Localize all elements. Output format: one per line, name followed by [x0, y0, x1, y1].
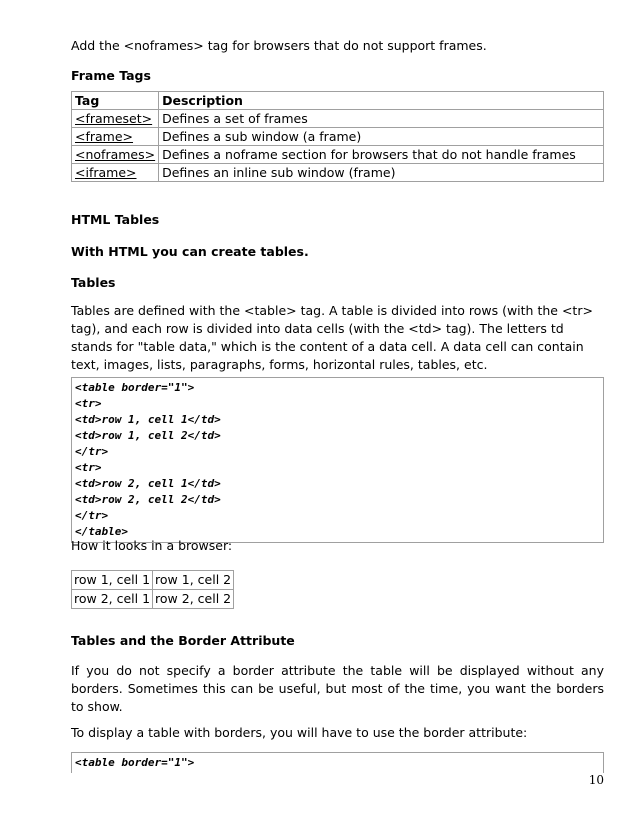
table-row [72, 110, 604, 128]
border-paragraph: If you do not specify a border attribute the table will be displayed without any borders. Sometimes this can be useful, but most of the time, you want the borders to show. [71, 663, 604, 714]
code-line: <table border="1"> [75, 381, 195, 394]
intro-text: Add the <noframes> tag for browsers that do not support frames. [71, 38, 487, 53]
tag-link-frameset[interactable]: <frameset> [72, 110, 159, 128]
tag-description: Defines an inline sub window (frame) [159, 164, 604, 182]
code-line: </tr> [75, 445, 109, 458]
tag-link-frame[interactable]: <frame> [72, 128, 159, 146]
header-tag: Tag [72, 92, 159, 110]
border-paragraph-2: To display a table with borders, you will have to use the border attribute: [71, 725, 528, 740]
code-line: <table border="1"> [75, 756, 195, 769]
tag-description: Defines a noframe section for browsers that do not handle frames [159, 146, 604, 164]
code-example-box [71, 377, 604, 543]
tag-link-iframe[interactable]: <iframe> [72, 164, 159, 182]
table-row [72, 128, 604, 146]
header-description: Description [159, 92, 604, 110]
tag-description: Defines a sub window (a frame) [159, 128, 604, 146]
code-line: <tr> [75, 461, 102, 474]
code-line: <td>row 1, cell 2</td> [75, 429, 221, 442]
tag-link-noframes[interactable]: <noframes> [72, 146, 159, 164]
tables-paragraph: Tables are defined with the <table> tag. A table is divided into rows (with the <tr> tag), and each row is divided into data cells (with the <td> tag). The letters td stands for "table data," which is the content of a data cell. A data cell can contain text, images, lists, paragraphs, forms, horizontal rules, tables, etc. [71, 303, 593, 372]
browser-demo-table [71, 570, 234, 609]
code-line: </tr> [75, 509, 109, 522]
code-line: </table> [75, 525, 128, 538]
code-line: <td>row 2, cell 2</td> [75, 493, 221, 506]
frame-tags-heading: Frame Tags [71, 68, 151, 83]
browser-label: How it looks in a browser: [71, 538, 233, 553]
code-line: <td>row 1, cell 1</td> [75, 413, 221, 426]
demo-cell: row 2, cell 2 [153, 590, 234, 609]
frame-tags-table [71, 91, 604, 182]
table-row [72, 571, 234, 590]
table-row [72, 590, 234, 609]
tag-description: Defines a set of frames [159, 110, 604, 128]
tables-heading: Tables [71, 275, 116, 290]
code-line: <tr> [75, 397, 102, 410]
code-example-box-2 [71, 752, 604, 773]
html-tables-subheading: With HTML you can create tables. [71, 244, 309, 259]
demo-cell: row 2, cell 1 [72, 590, 153, 609]
demo-cell: row 1, cell 2 [153, 571, 234, 590]
table-row [72, 146, 604, 164]
html-tables-heading: HTML Tables [71, 212, 160, 227]
border-attribute-heading: Tables and the Border Attribute [71, 633, 295, 648]
page-number: 10 [588, 773, 604, 787]
table-row [72, 164, 604, 182]
table-header-row [72, 92, 604, 110]
demo-cell: row 1, cell 1 [72, 571, 153, 590]
code-line: <td>row 2, cell 1</td> [75, 477, 221, 490]
